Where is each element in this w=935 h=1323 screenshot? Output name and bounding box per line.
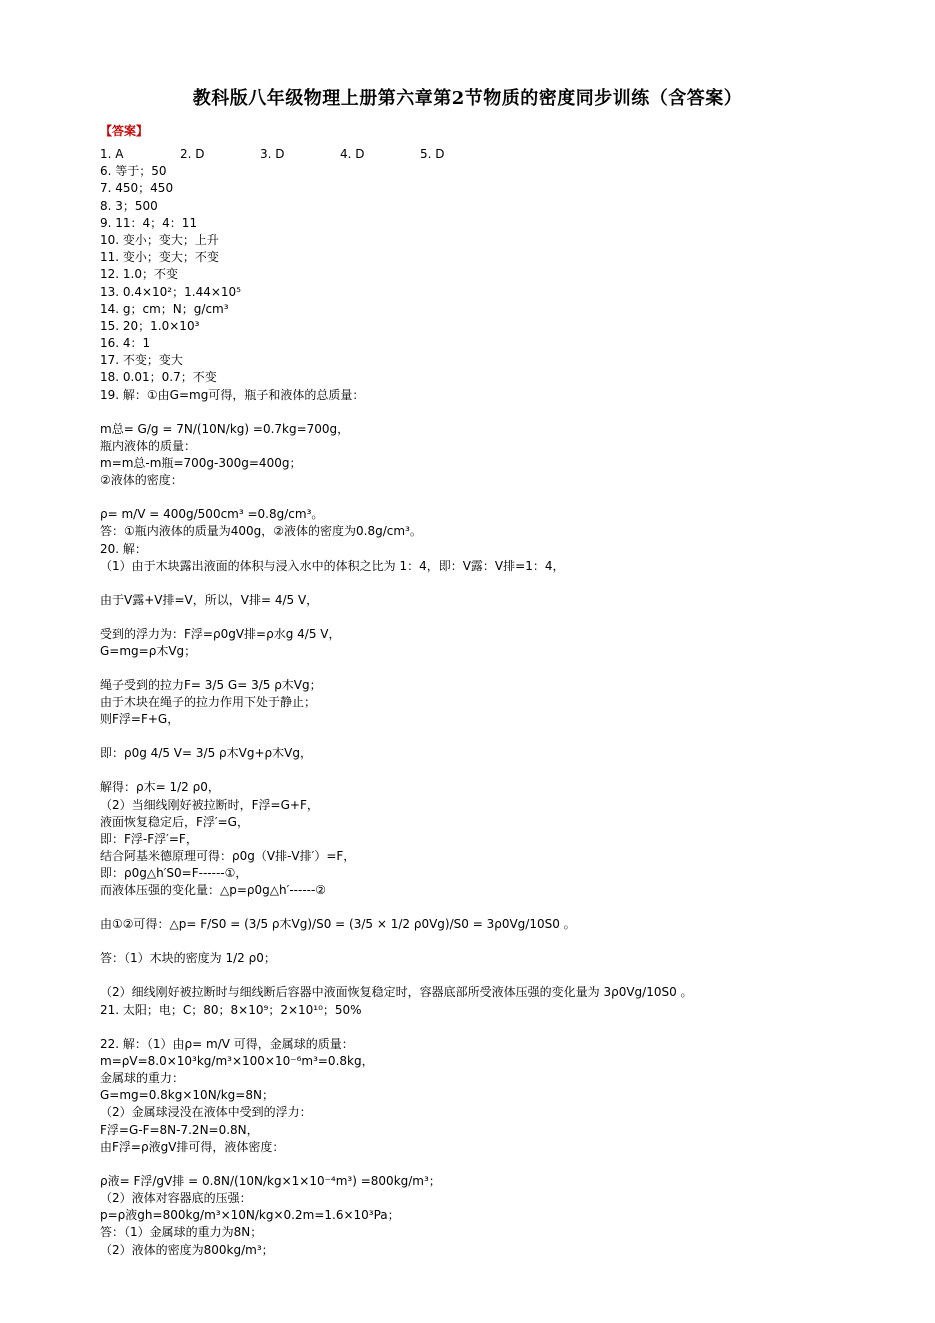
answer-20-intro: 20. 解： [100, 541, 147, 556]
answer-15: 15. 20；1.0×10³ [100, 318, 200, 333]
q19-density: ρ= m/V = 400g/500cm³ =0.8g/cm³。 [100, 507, 324, 522]
answer-16: 16. 4：1 [100, 336, 151, 351]
answer-13: 13. 0.4×10²；1.44×10⁵ [100, 284, 241, 299]
q20-line-1: （1）由于木块露出液面的体积与浸入水中的体积之比为 1：4，即：V露：V排=1：4， [100, 558, 565, 573]
q20-line-5: 绳子受到的拉力F= 3/5 G= 3/5 ρ木Vg； [100, 677, 322, 692]
q20-line-12: 即：F浮-F浮′=F， [100, 831, 198, 846]
q19-liquid-mass: m=m总-m瓶=700g-300g=400g； [100, 456, 302, 470]
q20-line-6: 由于木块在绳子的拉力作用下处于静止； [100, 695, 317, 710]
answer-3: 3. D [260, 147, 285, 161]
q22-line-1: m=ρV=8.0×10³kg/m³×100×10⁻⁶m³=0.8kg， [100, 1053, 374, 1068]
answer-tag: 【答案】 [100, 124, 149, 138]
answer-7: 7. 450；450 [100, 181, 174, 196]
answer-4: 4. D [340, 147, 365, 161]
q20-line-18: （2）细线刚好被拉断时与细线断后容器中液面恢复稳定时，容器底部所受液体压强的变化量为 3ρ0Vg/10S0 。 [100, 985, 693, 1000]
q20-line-4: G=mg=ρ木Vg； [100, 643, 197, 658]
q19-answer: 答：①瓶内液体的质量为400g，②液体的密度为0.8g/cm³。 [100, 524, 422, 539]
answer-18: 18. 0.01；0.7；不变 [100, 370, 217, 385]
q22-line-2: 金属球的重力： [100, 1071, 185, 1085]
q22-line-10: 答：（1）金属球的重力为8N； [100, 1225, 263, 1240]
q20-line-17: 答：（1）木块的密度为 1/2 ρ0； [100, 951, 276, 966]
answer-19-intro: 19. 解：①由G=mg可得，瓶子和液体的总质量： [100, 387, 365, 402]
page-title: 教科版八年级物理上册第六章第2节物质的密度同步训练（含答案） [192, 88, 743, 109]
q20-line-15: 而液体压强的变化量：△p=ρ0g△h′------② [100, 883, 327, 898]
q19-total-mass: m总= G/g = 7N/(10N/kg) =0.7kg=700g， [100, 421, 350, 436]
answer-22-intro: 22. 解：（1）由ρ= m/V 可得，金属球的质量： [100, 1036, 354, 1051]
q20-line-2: 由于V露+V排=V，所以，V排= 4/5 V， [100, 592, 319, 607]
q20-line-10: （2）当细线刚好被拉断时，F浮=G+F， [100, 797, 319, 812]
q20-line-7: 则F浮=F+G， [100, 712, 180, 727]
answer-row-1-5 [100, 146, 840, 163]
q22-line-8: （2）液体对容器底的压强： [100, 1190, 252, 1205]
q20-line-8: 即：ρ0g 4/5 V= 3/5 ρ木Vg+ρ木Vg， [100, 746, 312, 761]
q22-line-4: （2）金属球浸没在液体中受到的浮力： [100, 1105, 312, 1120]
answer-9: 9. 11：4；4：11 [100, 215, 198, 230]
q20-line-11: 液面恢复稳定后，F浮′=G， [100, 814, 249, 829]
q22-line-9: p=ρ液gh=800kg/m³×10N/kg×0.2m=1.6×10³Pa； [100, 1208, 400, 1223]
q20-line-16: 由①②可得：△p= F/S0 = (3/5 ρ木Vg)/S0 = (3/5 × 1/2 ρ0Vg)/S0 = 3ρ0Vg/10S0 。 [100, 917, 576, 932]
q22-line-6: 由F浮=ρ液gV排可得，液体密度： [100, 1139, 285, 1154]
answer-10: 10. 变小；变大；上升 [100, 232, 219, 247]
q20-line-13: 结合阿基米德原理可得：ρ0g（V排-V排′）=F， [100, 849, 356, 864]
answer-14: 14. g；cm；N；g/cm³ [100, 301, 229, 316]
answer-21: 21. 太阳；电；C；80；8×10⁹；2×10¹⁰；50% [100, 1002, 362, 1017]
q22-line-5: F浮=G-F=8N-7.2N=0.8N， [100, 1122, 259, 1137]
q20-line-14: 即：ρ0g△h′S0=F------①， [100, 866, 248, 881]
q22-line-3: G=mg=0.8kg×10N/kg=8N； [100, 1088, 274, 1103]
answer-1: 1. A [100, 147, 124, 161]
answer-12: 12. 1.0；不变 [100, 267, 178, 282]
q22-line-11: （2）液体的密度为800kg/m³； [100, 1242, 274, 1257]
q19-liquid-mass-label: 瓶内液体的质量： [100, 438, 197, 453]
answer-5: 5. D [420, 147, 445, 161]
answer-17: 17. 不变；变大 [100, 353, 183, 368]
answer-11: 11. 变小；变大；不变 [100, 250, 219, 265]
answer-8: 8. 3；500 [100, 198, 158, 213]
q20-line-3: 受到的浮力为：F浮=ρ0gV排=ρ水g 4/5 V， [100, 626, 341, 641]
q20-line-9: 解得：ρ木= 1/2 ρ0， [100, 780, 220, 795]
q19-density-label: ②液体的密度： [100, 473, 183, 488]
q22-line-7: ρ液= F浮/gV排 = 0.8N/(10N/kg×1×10⁻⁴m³) =800kg/m³； [100, 1173, 441, 1188]
answer-list [100, 146, 840, 1259]
answer-2: 2. D [180, 147, 205, 161]
answer-6: 6. 等于；50 [100, 164, 167, 179]
